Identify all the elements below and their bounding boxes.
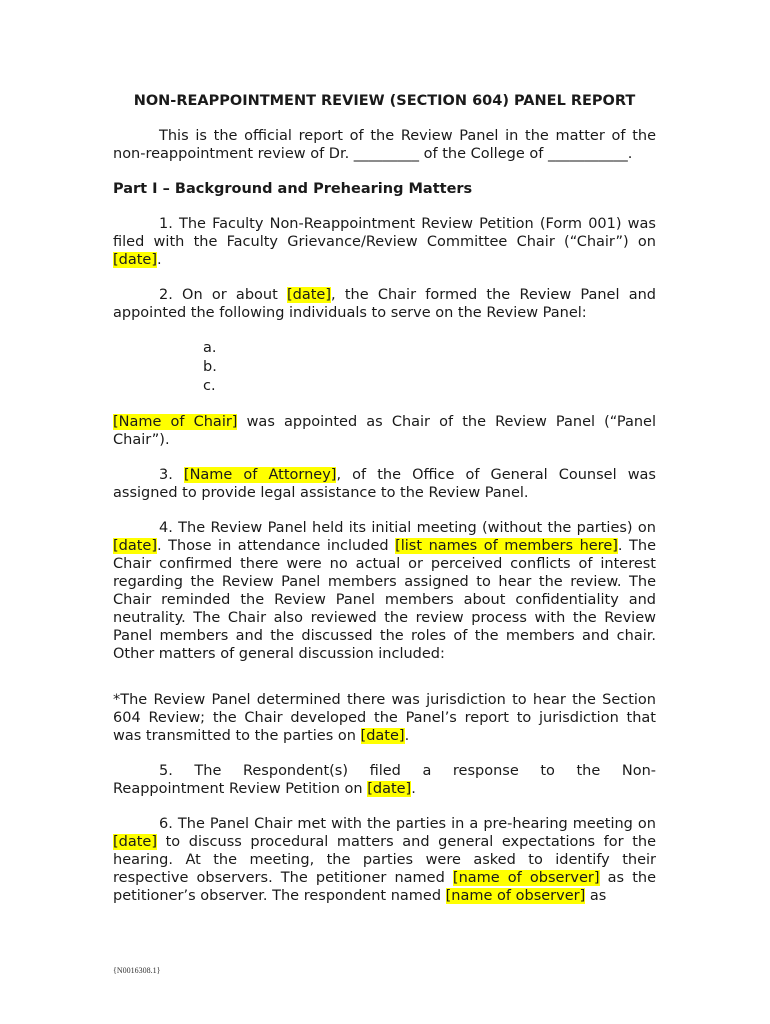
paragraph-4 <box>113 519 656 663</box>
jurisdiction-text: *The Review Panel determined there was jurisdiction to hear the Section 604 Review; the Chair developed the Panel’s report to jurisdiction that was transmitted to the parties on <box>113 692 656 744</box>
paragraph-5-line2 <box>113 780 656 798</box>
paragraph-6-text-3: as the petitioner’s observer. The respondent named <box>113 870 656 904</box>
paragraph-2-text: 2. On or about <box>159 287 287 303</box>
paragraph-6-text-4: as <box>585 888 607 904</box>
paragraph-1 <box>113 215 656 269</box>
document-footer-id: {N0016308.1} <box>113 966 161 975</box>
paragraph-2-rest: , the Chair formed the Review Panel and appointed the following individuals to serve on the Review Panel: <box>113 287 657 321</box>
paragraph-4-text-3: . The Chair confirmed there were no actual or perceived conflicts of interest regarding the Review Panel members assigned to hear the review. The Chair reminded the Review Panel members about confidentiality and neutrality. The Chair also reviewed the review process with the Review Panel members and the discussed the roles of the members and chair. Other matters of general discussion included: <box>113 538 656 662</box>
list-item: a. <box>203 340 217 356</box>
paragraph-1-end: . <box>157 252 162 268</box>
paragraph-6 <box>113 815 656 905</box>
jurisdiction-end: . <box>404 728 410 744</box>
list-item: c. <box>203 378 216 394</box>
paragraph-1-text: 1. The Faculty Non-Reappointment Review Petition (Form 001) was filed with the Faculty Grievance/Review Committee Chair (“Chair”) on <box>113 216 656 250</box>
members-placeholder: [list names of members here] <box>395 538 618 554</box>
jurisdiction-paragraph <box>113 691 656 745</box>
paragraph-5-line1: 5. The Respondent(s) filed a response to the Non- <box>159 763 656 779</box>
document-body <box>113 92 656 905</box>
paragraph-5-text: Reappointment Review Petition on <box>113 781 368 797</box>
chair-paragraph <box>113 413 656 449</box>
date-placeholder: [date] <box>287 287 332 303</box>
date-placeholder: [date] <box>113 538 158 554</box>
attorney-name-placeholder: [Name of Attorney] <box>183 467 337 483</box>
chair-name-placeholder: [Name of Chair] <box>113 414 238 430</box>
paragraph-4-text: 4. The Review Panel held its initial meeting (without the parties) on <box>159 520 656 536</box>
paragraph-2 <box>113 286 656 322</box>
paragraph-3 <box>113 466 656 502</box>
intro-paragraph: This is the official report of the Review Panel in the matter of the non-reappointment review of Dr. _________ of the College of ___________. <box>113 128 656 162</box>
date-placeholder: [date] <box>360 728 405 744</box>
paragraph-4-text-2: . Those in attendance included <box>157 538 396 554</box>
paragraph-3-number: 3. <box>159 467 184 483</box>
panel-member-list <box>113 339 656 396</box>
paragraph-6-text: 6. The Panel Chair met with the parties in a pre-hearing meeting on <box>159 816 656 832</box>
date-placeholder: [date] <box>113 252 158 268</box>
document-title: NON-REAPPOINTMENT REVIEW (SECTION 604) PANEL REPORT <box>133 93 636 109</box>
paragraph-6-text-2: to discuss procedural matters and general expectations for the hearing. At the meeting, the parties were asked to identify their respective observers. The petitioner named <box>113 834 656 886</box>
date-placeholder: [date] <box>113 834 158 850</box>
observer-placeholder: [name of observer] <box>445 888 586 904</box>
paragraph-5-end: . <box>411 781 416 797</box>
part1-heading: Part I – Background and Prehearing Matters <box>113 181 473 197</box>
observer-placeholder: [name of observer] <box>452 870 600 886</box>
list-item: b. <box>203 359 217 375</box>
paragraph-3-text: , of the Office of General Counsel was assigned to provide legal assistance to the Review Panel. <box>113 467 656 501</box>
date-placeholder: [date] <box>367 781 412 797</box>
chair-paragraph-text: was appointed as Chair of the Review Panel (“Panel Chair”). <box>113 414 656 448</box>
